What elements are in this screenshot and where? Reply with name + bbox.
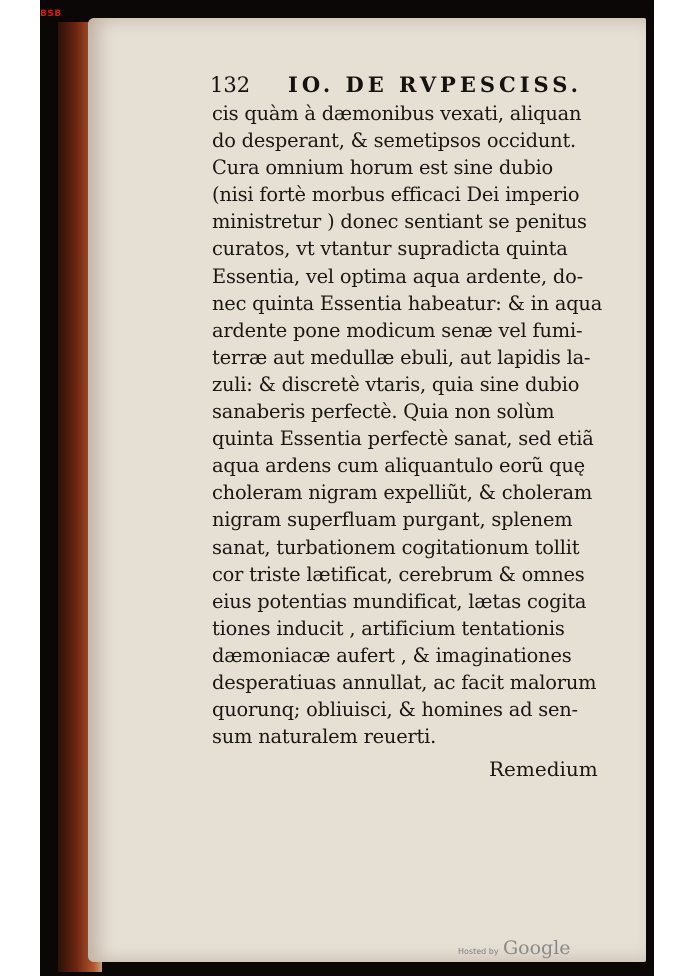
google-logo: Google [503,937,571,959]
page-number: 132 [210,73,251,97]
text-line: sanat, turbationem cogitationum tollit [212,535,580,559]
text-line: quinta Essentia perfectè sanat, sed etiã [212,427,594,451]
text-line: tiones inducit , artificium tentationis [212,616,565,640]
text-line: ministretur ) donec sentiant se penitus [212,210,587,234]
text-line: Cura omnium horum est sine dubio [212,156,554,180]
hosted-by-label: Hosted by [458,947,499,956]
text-line: (nisi fortè morbus efficaci Dei imperio [212,183,580,207]
text-line: eius potentias mundificat, lætas cogita [212,589,587,613]
text-line: zuli: & discretè vtaris, quia sine dubio [212,372,580,396]
body-text [212,100,624,750]
text-line: desperatiuas annullat, ac facit malorum [212,670,597,694]
text-line: ardente pone modicum senæ vel fumi- [212,318,583,342]
text-line: curatos, vt vtantur supradicta quinta [212,237,568,261]
text-line: nec quinta Essentia habeatur: & in aqua [212,291,603,315]
catchword: Remedium [489,757,598,781]
text-line: terræ aut medullæ ebuli, aut lapidis la- [212,345,591,369]
text-line: sanaberis perfectè. Quia non solùm [212,400,555,424]
text-line: quorunq; obliuisci, & homines ad sen- [212,698,578,722]
text-line: aqua ardens cum aliquantulo eorũ quę [212,454,585,478]
text-line: dæmoniacæ aufert , & imaginationes [212,643,572,667]
text-line: cor triste lætificat, cerebrum & omnes [212,562,585,586]
text-line: choleram nigram expelliũt, & choleram [212,481,593,505]
text-line: cis quàm à dæmonibus vexati, aliquan [212,102,582,125]
text-line: Essentia, vel optima aqua ardente, do- [212,264,583,288]
text-line: sum naturalem reuerti. [212,725,437,749]
text-line: do desperant, & semetipsos occidunt. [212,129,577,153]
library-mark: BSB [40,9,62,19]
running-head [210,72,610,97]
text-line: nigram superfluam purgant, splenem [212,508,573,532]
running-title: IO. DE RVPESCISS. [288,72,582,97]
